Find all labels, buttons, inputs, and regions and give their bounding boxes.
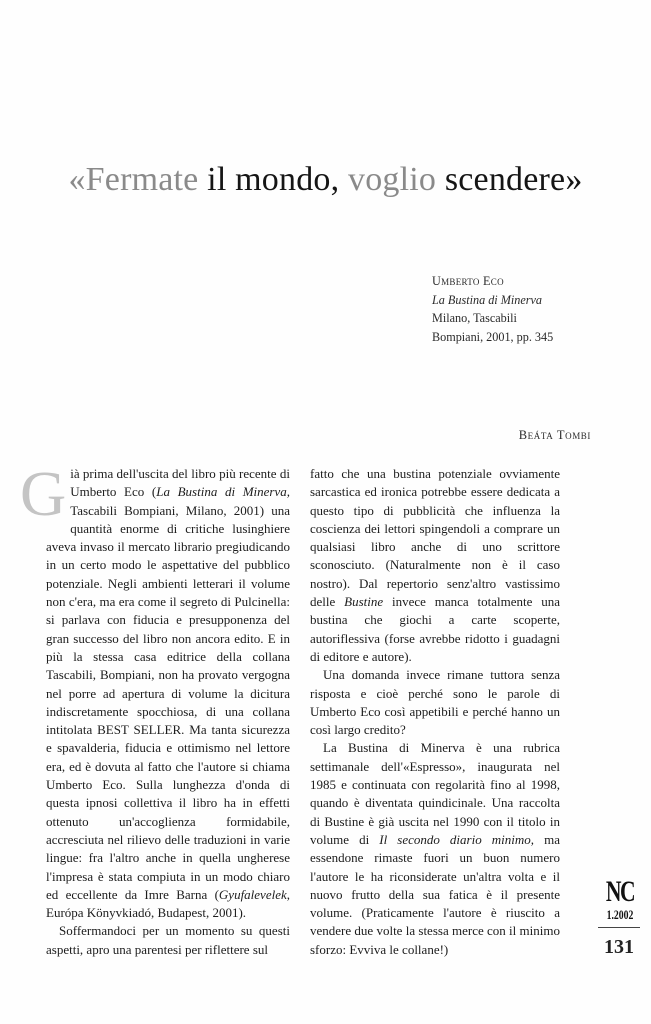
reviewer-name: Beáta Tombi [518,428,591,442]
paragraph-1-text-b: Tascabili Bompiani, Milano, 2001) una quantità enorme di critiche lusinghiere aveva invaso il mercato librario pregiudicando in un certo modo le aspettative del pubblico potenziale. Negli ambienti letterari il volume non c'era, ma era come il segreto di Pulcinella: si parlava con fiducia e presupponenza del gran successo del libro non ancora edito. E in più la stessa casa editrice della collana Tascabili, Bompiani, non ha provato vergogna nel porre ad apertura di volume la dicitura indiscretamente spocchiosa, di una collana intitolata BEST SELLER. Ma tanta sicurezza e spavalderia, fiducia e ottimismo nel lettore era, ed è dovuta al fatto che l'autore si chiama Umberto Eco. Sulla lunghezza d'onda di questa ipnosi collettiva il libro ha in effetti ottenuto un'accoglienza formidabile, accresciuta nel rilievo delle traduzioni in varie lingue: fra l'altro anche in quella ungherese l'impresa è stata compiuta in un modo chiaro ed eccellente da Imre Barna ( [46,502,290,902]
title-part-4: scendere» [444,161,583,198]
paragraph-4-work-title: Il secondo diario minimo, [379,831,535,847]
book-publisher: Bompiani, 2001, pp. 345 [432,329,554,344]
paragraph-2-bustine: Bustine [344,594,384,610]
page-title [0,160,651,200]
paragraph-1-text-a: ià prima dell'uscita del libro più recente di Umberto Eco ( [70,466,290,500]
paragraph-2-continued: fatto che una bustina potenziale ovviamente sarcastica ed ironica potrebbe essere dedicata a questo tipo di pubblicità che influenza la coscienza dei lettori spingendoli a comprare un qualsiasi libro anche di uno scrittore sconosciuto. (Naturalmente non è il caso nostro). Dal repertorio senz'altro vastissimo delle Bustine invece manca totalmente una bustina che giochi a carte scoperte, autoriflessiva (forse avrebbe ridotto i guadagni di editore e autore). [310,466,561,664]
title-part-3: voglio [348,161,437,198]
book-place: Milano, Tascabili [432,311,517,325]
page-number-rule [598,927,640,928]
title-part-2: il mondo, [207,161,340,198]
book-author: Umberto Eco [432,274,504,288]
paragraph-1 [20,458,290,922]
title-part-1: «Fermate [68,161,199,198]
paragraph-2-start: Soffermandoci per un momento su questi aspetti, apro una parentesi per riflettere sul [46,923,290,957]
journal-mark: NC [605,875,635,908]
book-reference [432,272,632,346]
paragraph-4 [310,739,560,959]
journal-issue: 1.2002 [606,907,634,922]
paragraph-1-text-c: , Európa Könyvkiadó, Budapest, 2001). [46,886,290,921]
book-title: La Bustina di Minerva [432,292,543,307]
journal-logo [600,875,640,922]
paragraph-1-translation-title: Gyufalevelek [218,886,287,902]
drop-cap: G [20,458,67,529]
paragraph-1-work-title: La Bustina di Minerva, [156,484,290,500]
paragraph-2-text-b: invece manca totalmente una bustina che giochi a carte scoperte, autoriflessiva (forse avrebbe ridotto i guadagni di editore e autore). [310,594,561,664]
article-column-left [20,458,290,959]
paragraph-3: Una domanda invece rimane tuttora senza risposta e cioè perché sono le parole di Umberto Eco così appetibili e perché hanno un così largo credito? [310,667,560,738]
page-number: 131 [604,936,634,958]
article-column-right [310,465,560,959]
paragraph-4-text-a: La Bustina di Minerva è una rubrica settimanale dell'«Espresso», inaugurata nel 1985 e continuata con regolarità fino al 1998, quando è diventata quindicinale. Una raccolta di Bustine è già uscita nel 1990 con il titolo in volume di [310,740,560,847]
paragraph-4-text-b: ma essendone rimaste fuori un buon numero l'autore le ha riconsiderate un'altra volta e il nuovo frutto della sua fatica è il presente volume. (Praticamente l'autore è riuscito a vendere due volte la stessa merce con il minimo sforzo: Evviva le collane!) [310,831,560,957]
